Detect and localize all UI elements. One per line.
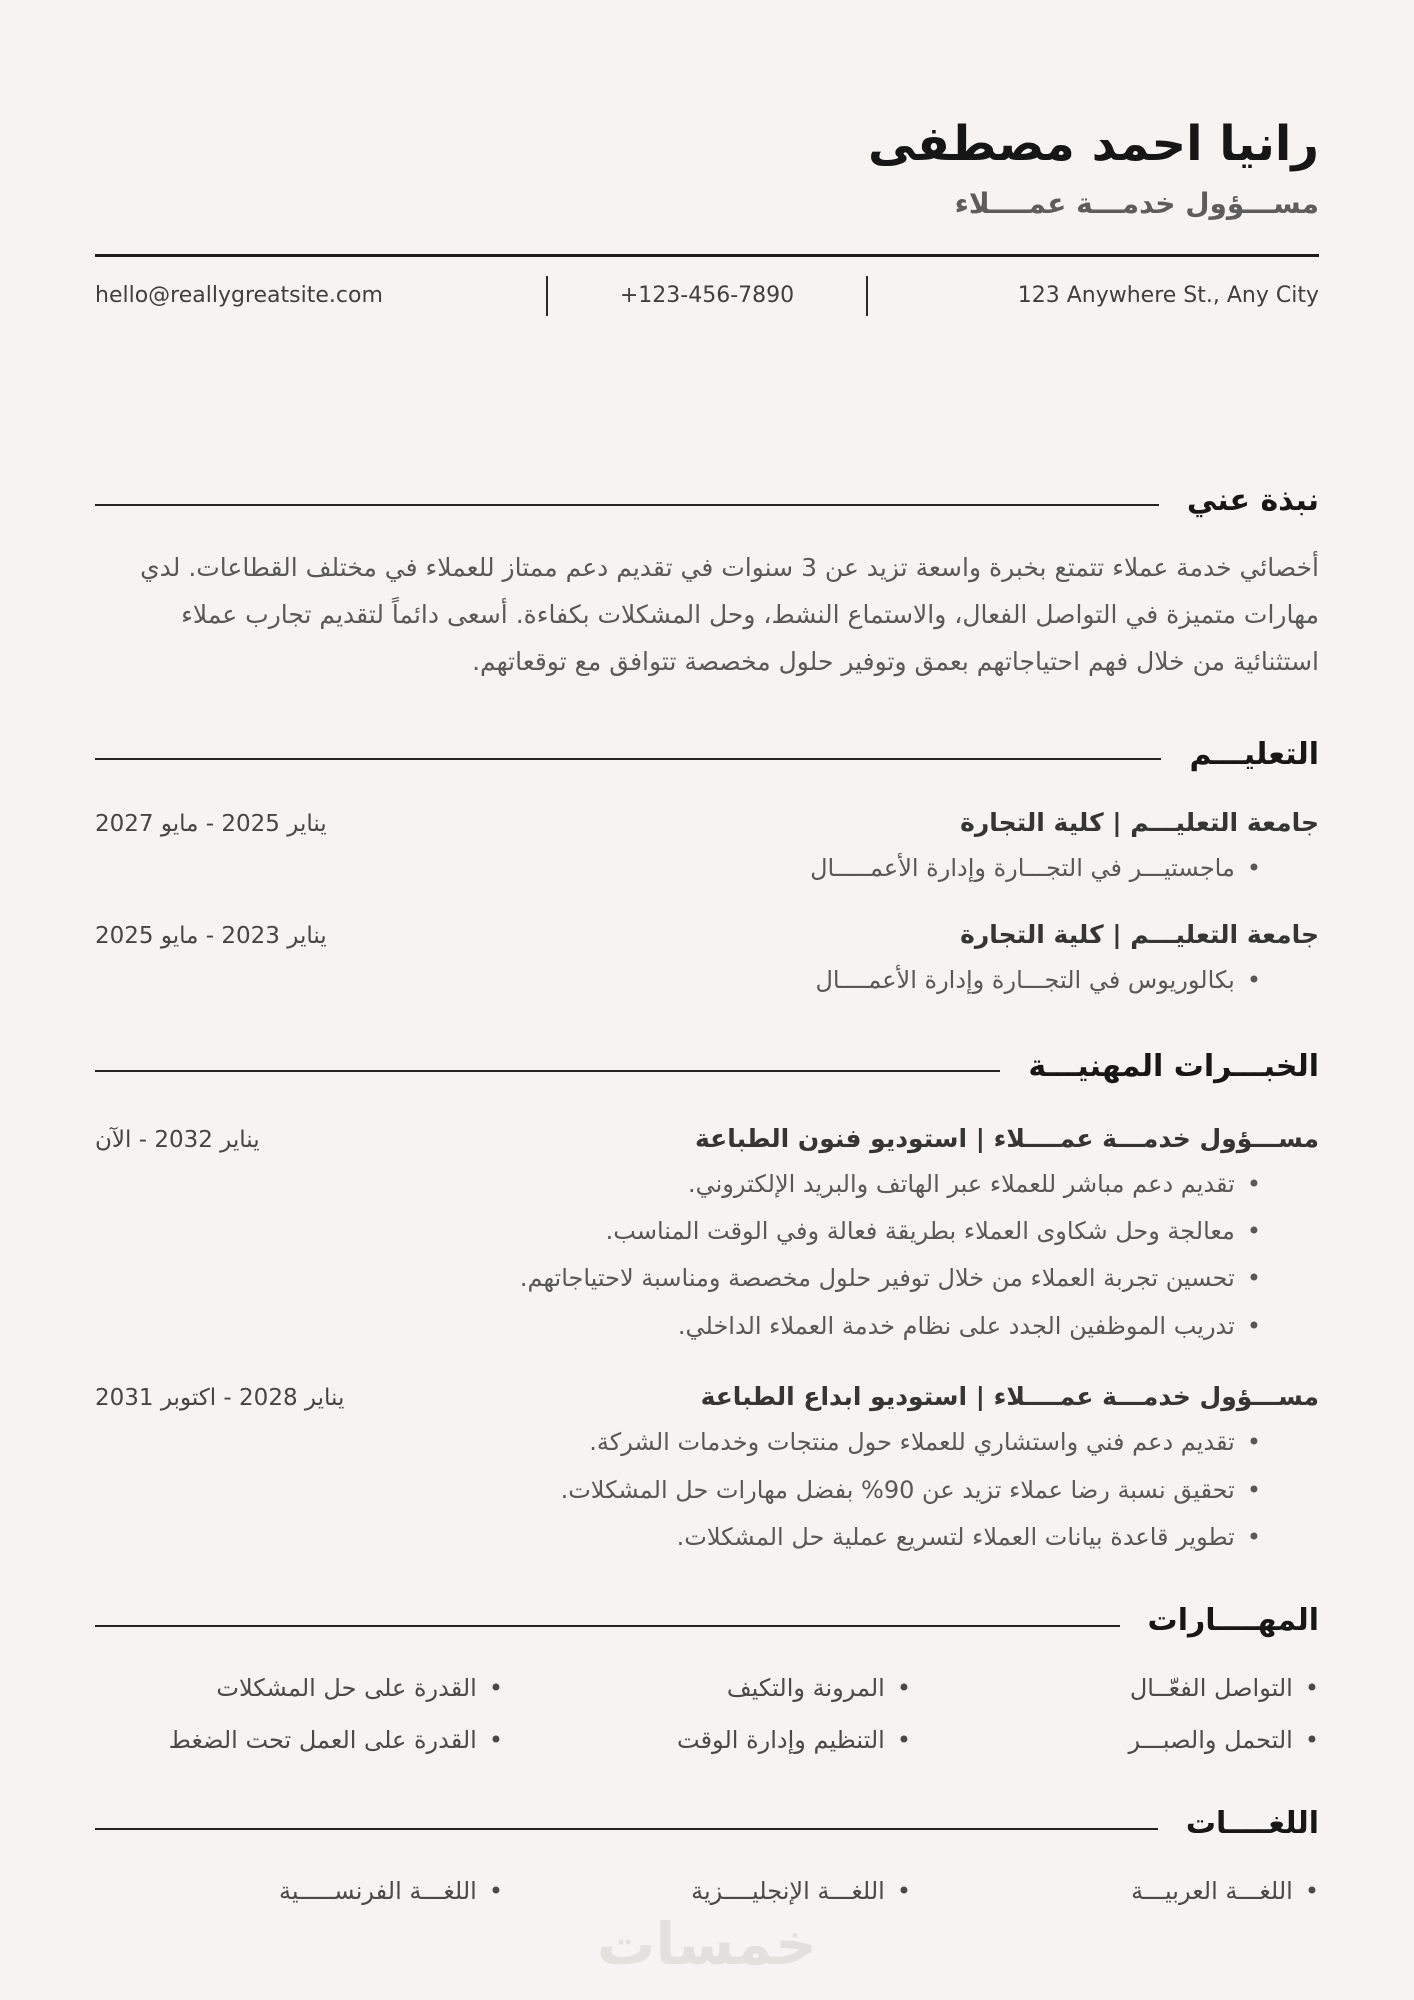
section-education-header (95, 737, 1319, 772)
contact-phone: +123-456-7890 (619, 283, 795, 309)
section-experience-header (95, 1049, 1319, 1084)
bullet-item: • تحقيق نسبة رضا عملاء تزيد عن 90% بفضل مهارات حل المشكلات. (95, 1474, 1261, 1506)
section-education-title: التعليـــم (1189, 736, 1319, 772)
section-about-header (95, 483, 1319, 518)
section-line (95, 1828, 1158, 1830)
section-about (95, 483, 1319, 685)
experience-entry-head (95, 1382, 1319, 1411)
education-entry-dates: يناير 2023 - مايو 2025 (95, 923, 327, 950)
section-line (95, 758, 1161, 760)
bullet-item: • معالجة وحل شكاوى العملاء بطريقة فعالة وفي الوقت المناسب. (95, 1215, 1261, 1247)
skill-item: • المرونة والتكيف (503, 1674, 911, 1702)
languages-grid (95, 1877, 1319, 1905)
section-about-title: نبذة عني (1186, 482, 1319, 518)
about-text: أخصائي خدمة عملاء تتمتع بخبرة واسعة تزيد عن 3 سنوات في تقديم دعم ممتاز للعملاء في مختلف القطاعات. لدي مهارات متميزة في التواصل الفعال، والاستماع النشط، وحل المشكلات بكفاءة. أسعى دائماً لتقديم تجارب عملاء استثنائية من خلال فهم احتياجاتهم بعمق وتوفير حلول مخصصة تتوافق مع توقعاتهم. (140, 552, 1319, 676)
education-entry-title: جامعة التعليـــم | كلية التجارة (960, 920, 1319, 950)
section-languages (95, 1806, 1319, 1905)
section-experience-title: الخبـــرات المهنيـــة (1028, 1048, 1319, 1084)
skill-item: • القدرة على العمل تحت الضغط (95, 1726, 503, 1754)
language-item: • اللغـــة الفرنســـــية (95, 1877, 503, 1905)
section-experience (95, 1049, 1319, 1554)
section-skills (95, 1603, 1319, 1754)
education-entry-title: جامعة التعليـــم | كلية التجارة (960, 807, 1319, 837)
education-bullets (95, 852, 1319, 884)
bullet-item: • تحسين تجربة العملاء من خلال توفير حلول مخصصة ومناسبة لاحتياجاتهم. (95, 1262, 1261, 1294)
bullet-item: • تقديم دعم فني واستشاري للعملاء حول منتجات وخدمات الشركة. (95, 1426, 1261, 1458)
experience-entry-head (95, 1124, 1319, 1153)
contact-email: hello@reallygreatsite.com (95, 283, 383, 309)
experience-entry-dates: يناير 2028 - اكتوبر 2031 (95, 1385, 345, 1412)
bullet-item: • تقديم دعم مباشر للعملاء عبر الهاتف والبريد الإلكتروني. (95, 1168, 1261, 1200)
person-name: رانيا احمد مصطفى (868, 116, 1319, 172)
skills-grid (95, 1674, 1319, 1754)
language-item: • اللغـــة الإنجليــــزية (503, 1877, 911, 1905)
skill-item: • التحمل والصبـــر (911, 1726, 1319, 1754)
section-line (95, 504, 1159, 506)
section-skills-header (95, 1603, 1319, 1638)
skill-item: • القدرة على حل المشكلات (95, 1674, 503, 1702)
bullet-item: • بكالوريوس في التجـــارة وإدارة الأعمــــال (95, 964, 1261, 996)
khamsat-watermark: خمسات (597, 1910, 817, 1978)
skill-item: • التنظيم وإدارة الوقت (503, 1726, 911, 1754)
section-languages-header (95, 1806, 1319, 1841)
experience-entry-dates: يناير 2032 - الآن (95, 1126, 260, 1153)
bullet-item: • تطوير قاعدة بيانات العملاء لتسريع عملية حل المشكلات. (95, 1521, 1261, 1553)
education-entry (95, 920, 1319, 996)
contact-address: 123 Anywhere St., Any City (1017, 283, 1320, 309)
bullet-item: • تدريب الموظفين الجدد على نظام خدمة العملاء الداخلي. (95, 1310, 1261, 1342)
experience-entry-title: مســـؤول خدمـــة عمــــلاء | استوديو فنون الطباعة (695, 1123, 1319, 1153)
section-languages-title: اللغــــات (1185, 1806, 1319, 1842)
bullet-item: • ماجستيـــر في التجـــارة وإدارة الأعمـــــال (95, 852, 1261, 884)
experience-bullets (95, 1426, 1319, 1553)
section-line (95, 1625, 1120, 1627)
experience-entry-title: مســـؤول خدمـــة عمــــلاء | استوديو ابداع الطباعة (700, 1382, 1319, 1412)
education-bullets (95, 964, 1319, 996)
job-title: مســـؤول خدمـــة عمــــلاء (954, 186, 1319, 220)
section-education (95, 737, 1319, 997)
experience-entry (95, 1124, 1319, 1343)
section-line (95, 1070, 1000, 1072)
contact-row (95, 257, 1319, 335)
education-entry (95, 808, 1319, 884)
education-entry-dates: يناير 2025 - مايو 2027 (95, 810, 327, 837)
section-skills-title: المهــــارات (1147, 1603, 1319, 1639)
education-entry-head (95, 920, 1319, 949)
experience-bullets (95, 1168, 1319, 1343)
education-entry-head (95, 808, 1319, 837)
language-item: • اللغـــة العربيـــة (911, 1877, 1319, 1905)
experience-entry (95, 1382, 1319, 1553)
skill-item: • التواصل الفعّــال (911, 1674, 1319, 1702)
